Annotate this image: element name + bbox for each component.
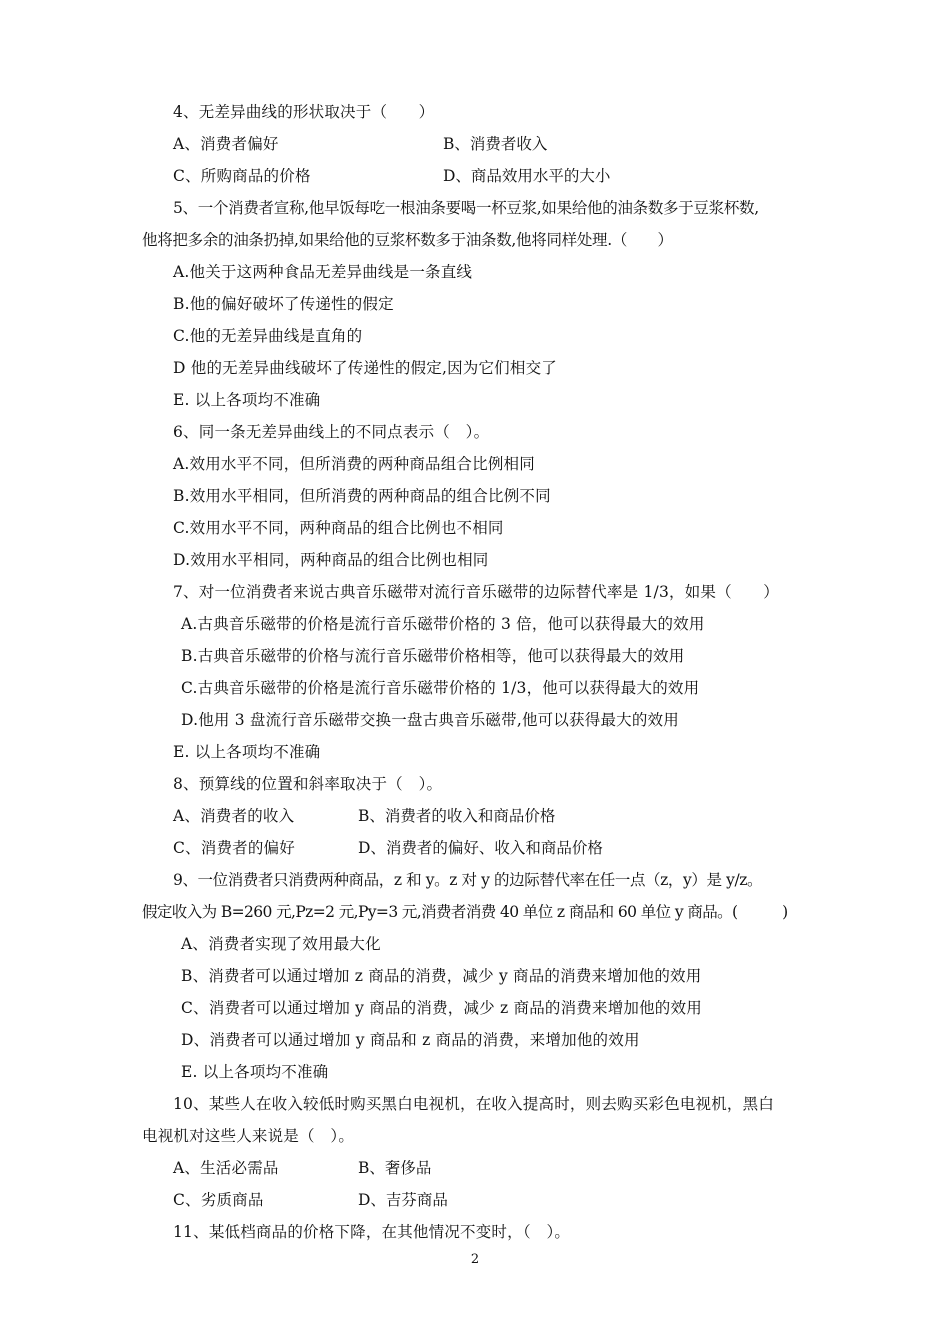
q7-option-b: B.古典音乐磁带的价格与流行音乐磁带价格相等，他可以获得最大的效用 xyxy=(181,647,685,665)
q6-stem: 6、同一条无差异曲线上的不同点表示（ ）。 xyxy=(173,423,490,441)
q4-option-c: C、所购商品的价格 xyxy=(173,167,311,185)
q8-option-c: C、消费者的偏好 xyxy=(173,839,295,857)
q10-option-d: D、吉芬商品 xyxy=(358,1191,448,1209)
page-number: 2 xyxy=(470,1252,480,1267)
q5-option-b: B.他的偏好破坏了传递性的假定 xyxy=(173,295,394,313)
q5-option-d: D 他的无差异曲线破坏了传递性的假定,因为它们相交了 xyxy=(173,359,557,377)
q7-option-c: C.古典音乐磁带的价格是流行音乐磁带价格的 1/3，他可以获得最大的效用 xyxy=(181,679,700,697)
q11-stem: 11、某低档商品的价格下降，在其他情况不变时，（ ）。 xyxy=(173,1223,571,1241)
q9-option-e: E. 以上各项均不准确 xyxy=(181,1063,329,1081)
q7-option-a: A.古典音乐磁带的价格是流行音乐磁带价格的 3 倍，他可以获得最大的效用 xyxy=(181,615,705,633)
q7-option-d: D.他用 3 盘流行音乐磁带交换一盘古典音乐磁带,他可以获得最大的效用 xyxy=(181,711,679,729)
q6-option-d: D.效用水平相同，两种商品的组合比例也相同 xyxy=(173,551,489,569)
q10-option-c: C、劣质商品 xyxy=(173,1191,264,1209)
q9-option-d: D、消费者可以通过增加 y 商品和 z 商品的消费，来增加他的效用 xyxy=(181,1031,640,1049)
q4-option-d: D、商品效用水平的大小 xyxy=(443,167,611,185)
q10-stem-line2: 电视机对这些人来说是（ ）。 xyxy=(142,1127,355,1145)
q6-option-a: A.效用水平不同，但所消费的两种商品组合比例相同 xyxy=(173,455,535,473)
q5-option-e: E. 以上各项均不准确 xyxy=(173,391,321,409)
q8-option-a: A、消费者的收入 xyxy=(173,807,295,825)
q5-stem-line2: 他将把多余的油条扔掉,如果给他的豆浆杯数多于油条数,他将同样处理.（ ） xyxy=(142,231,673,249)
q10-option-a: A、生活必需品 xyxy=(173,1159,279,1177)
q9-option-b: B、消费者可以通过增加 z 商品的消费，减少 y 商品的消费来增加他的效用 xyxy=(181,967,702,985)
q4-option-a: A、消费者偏好 xyxy=(173,135,279,153)
q6-option-c: C.效用水平不同，两种商品的组合比例也不相同 xyxy=(173,519,504,537)
q10-stem-line1: 10、某些人在收入较低时购买黑白电视机，在收入提高时，则去购买彩色电视机，黑白 xyxy=(173,1095,775,1113)
q5-option-c: C.他的无差异曲线是直角的 xyxy=(173,327,363,345)
q5-stem-line1: 5、一个消费者宣称,他早饭每吃一根油条要喝一杯豆浆,如果给他的油条数多于豆浆杯数, xyxy=(173,199,759,217)
q10-option-b: B、奢侈品 xyxy=(358,1159,432,1177)
q6-option-b: B.效用水平相同，但所消费的两种商品的组合比例不同 xyxy=(173,487,551,505)
q8-option-d: D、消费者的偏好、收入和商品价格 xyxy=(358,839,603,857)
q9-stem-line1: 9、一位消费者只消费两种商品，z 和 y。z 对 y 的边际替代率在任一点（z，y）是 y/z。 xyxy=(173,871,763,889)
q9-option-c: C、消费者可以通过增加 y 商品的消费，减少 z 商品的消费来增加他的效用 xyxy=(181,999,702,1017)
q7-option-e: E. 以上各项均不准确 xyxy=(173,743,321,761)
q9-stem-line2: 假定收入为 B=260 元,Pz=2 元,Py=3 元,消费者消费 40 单位 z 商品和 60 单位 y 商品。( ) xyxy=(142,903,788,921)
q5-option-a: A.他关于这两种食品无差异曲线是一条直线 xyxy=(173,263,473,281)
q9-option-a: A、消费者实现了效用最大化 xyxy=(181,935,381,953)
q8-option-b: B、消费者的收入和商品价格 xyxy=(358,807,556,825)
q4-option-b: B、消费者收入 xyxy=(443,135,548,153)
q7-stem: 7、对一位消费者来说古典音乐磁带对流行音乐磁带的边际替代率是 1/3，如果（ ） xyxy=(173,583,779,601)
q8-stem: 8、预算线的位置和斜率取决于（ ）。 xyxy=(173,775,443,793)
q4-stem: 4、无差异曲线的形状取决于（ ） xyxy=(173,103,435,121)
